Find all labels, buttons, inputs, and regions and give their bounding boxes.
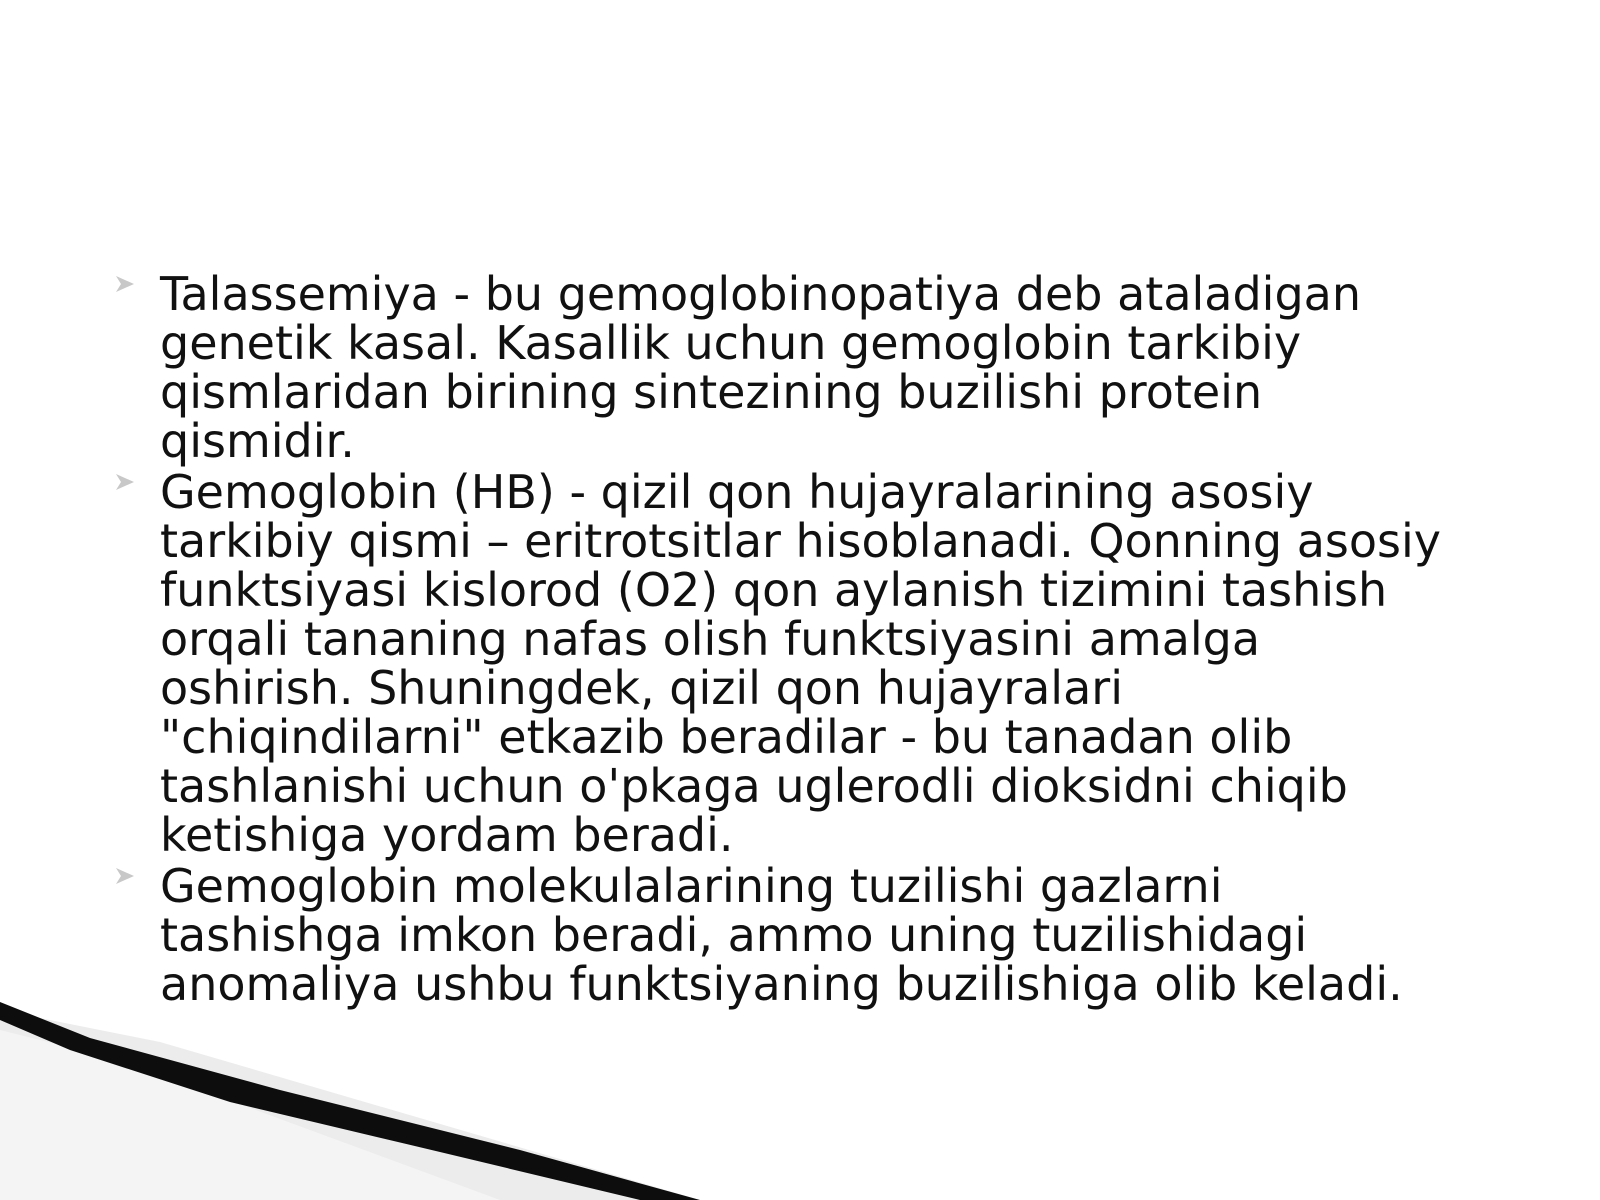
- gray-wedge-inner-shape: [0, 1030, 500, 1200]
- bullet-item-2: [116, 465, 1516, 862]
- arrow-bullet-icon: [116, 276, 134, 292]
- arrow-bullet-icon: [116, 474, 134, 490]
- bullet-item-3: [116, 859, 1516, 1011]
- bullet-text: Gemoglobin (HB) - qizil qon hujayralarining asosiy tarkibiy qismi – eritrotsitlar hisoblanadi. Qonning asosiy funktsiyasi kislorod (O2) qon aylanish tizimini tashish orqali tananing nafas olish funktsiyasini amalga oshirish. Shuningdek, qizil qon hujayralari "chiqindilarni" etkazib beradilar - bu tanadan olib tashlanishi uchun o'pkaga uglerodli dioksidni chiqib ketishiga yordam beradi.: [160, 465, 1442, 862]
- bullet-item-1: [116, 267, 1516, 468]
- bullet-text: Talassemiya - bu gemoglobinopatiya deb ataladigan genetik kasal. Kasallik uchun gemoglobin tarkibiy qismlaridan birining sintezining buzilishi protein qismidir.: [160, 267, 1362, 468]
- arrow-bullet-icon: [116, 868, 134, 884]
- bullet-list: [116, 267, 1516, 1011]
- bullet-text: Gemoglobin molekulalarining tuzilishi gazlarni tashishga imkon beradi, ammo uning tuzilishidagi anomaliya ushbu funktsiyaning buzilishiga olib keladi.: [160, 859, 1403, 1011]
